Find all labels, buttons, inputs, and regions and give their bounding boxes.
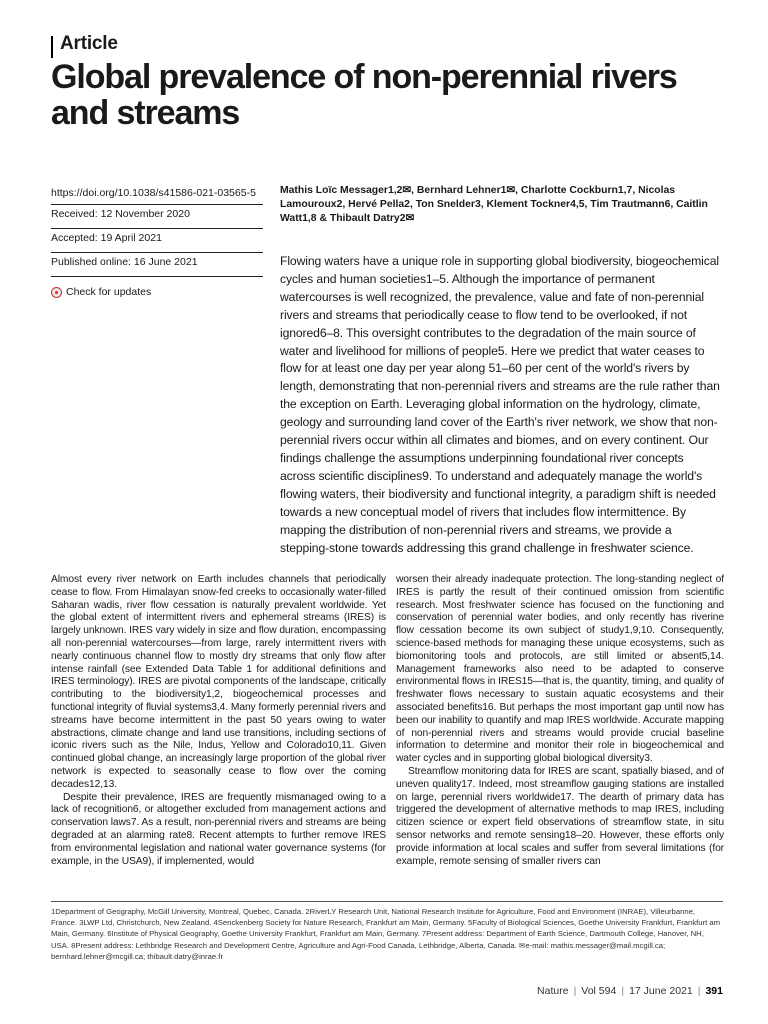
abstract: Flowing waters have a unique role in supporting global biodiversity, biogeochemical cycles and human societies1–5. Although the importance of permanent watercourses is well recognized, the prevalence, value and fate of non-perennial rivers and streams that periodically cease to flow tend to be overlooked, if not ignored6–8. This oversight contributes to the degradation of the main source of water and livelihood for millions of people5. Here we predict that water ceases to flow for at least one day per year along 51–60 per cent of the world's rivers by length, demonstrating that non-perennial rivers and streams are the rule rather than the exception on Earth. Leveraging global information on the hydrology, climate, geology and surrounding land cover of the Earth's river network, we show that non-perennial rivers occur within all climates and biomes, and on every continent. Our findings challenge the assumptions underpinning foundational river concepts across scientific disciplines9. To understand and adequately manage the world's flowing waters, their biodiversity and functional integrity, a paradigm shift is needed towards a new conceptual model of rivers that includes flow intermittence. By mapping the distribution of non-perennial rivers and streams, we provide a stepping-stone towards addressing this grand challenge in freshwater science. (280, 254, 720, 555)
body-paragraph: worsen their already inadequate protection. The long-standing neglect of IRES is partly the result of their continued omission from scientific research. Most freshwater science has focused on the functioning and conservation of perennial water bodies, and only recently has riverine flow cessation become its own subject of study1,9,10. Consequently, science-based methods for managing these unique ecosystems, such as biomonitoring tools and protocols, are still limited or absent5,14. Management frameworks also need to be adapted to conserve environmental flows in IRES15—that is, the quantity, timing, and quality of freshwater flows necessary to sustain aquatic ecosystems and their associated benefits16. But perhaps the most important gap until now has been our inability to quantify and map IRES worldwide. Accurate mapping of non-perennial rivers and streams would provide crucial baseline information to determine and monitor their role in biogeochemical and water cycles and in supporting global biological diversity3. (396, 574, 724, 765)
page-footer: Nature | Vol 594 | 17 June 2021 | 391 (537, 985, 723, 997)
body-paragraph: Streamflow monitoring data for IRES are scant, spatially biased, and of uneven quality17. Indeed, most streamflow gauging stations are installed on large, perennial rivers worldwide17. The dearth of primary data has triggered the development of alternative methods to map IRES, including citizen science or expert field observations of streamflow state, in situ sensor networks and remote sensing18–20. However, these efforts only provide information at local scales and suffer from several limitations (for example, remote sensing of smaller rivers can (396, 765, 724, 867)
check-for-updates-label: Check for updates (66, 286, 152, 298)
published-date: Published online: 16 June 2021 (51, 253, 263, 277)
received-date: Received: 12 November 2020 (51, 205, 263, 229)
accepted-date: Accepted: 19 April 2021 (51, 229, 263, 253)
crossmark-icon (51, 287, 62, 298)
doi-link[interactable]: https://doi.org/10.1038/s41586-021-03565-5 (51, 184, 263, 205)
footnote-divider (51, 901, 723, 902)
volume: Vol 594 (581, 985, 617, 997)
article-type-label: Article (60, 33, 118, 54)
article-metadata (51, 184, 263, 299)
article-title: Global prevalence of non-perennial rivers and streams (51, 58, 677, 132)
page-number: 391 (705, 985, 723, 997)
body-column-left (51, 574, 386, 868)
check-for-updates-link[interactable] (51, 277, 263, 299)
body-paragraph: Almost every river network on Earth includes channels that periodically cease to flow. From Himalayan snow-fed creeks to occasionally water-filled Saharan wadis, river flow cessation is naturally prevalent worldwide. Yet the global extent of intermittent rivers and ephemeral streams (IRES) is largely unknown. IRES vary widely in size and flow duration, encompassing all non-perennial watercourses—from large, rarely intermittent rivers with nearly continuous channel flow to mostly dry streams that only flow after intense rainfall (see Extended Data Table 1 for additional definitions and IRES terminology). IRES are pivotal components of the landscape, critically contributing to the biodiversity1,2, biogeochemical processes and functional integrity of fluvial systems3,4. Many formerly perennial rivers and streams have become intermittent in the past 50 years owing to water abstractions, climate change and land use transitions, including sections of iconic rivers such as the Nile, Indus, Yellow and Colorado10,11. Given continued global change, an increasingly large proportion of the global river network is expected to seasonally cease to flow over the coming decades12,13. (51, 574, 386, 790)
issue-date: 17 June 2021 (629, 985, 693, 997)
journal-name: Nature (537, 985, 569, 997)
article-label-bar (51, 36, 53, 58)
body-paragraph: Despite their prevalence, IRES are frequently mismanaged owing to a lack of recognition6, or altogether excluded from management actions and conservation laws7. As a result, non-perennial rivers and streams are being degraded at an alarming rate8. Recent attempts to further remove IRES from environmental legislation and national water governance systems (for example, in the USA9), if implemented, would (51, 791, 386, 867)
body-column-right (396, 574, 724, 868)
author-list: Mathis Loïc Messager1,2✉, Bernhard Lehner1✉, Charlotte Cockburn1,7, Nicolas Lamouroux2, Hervé Pella2, Ton Snelder3, Klement Tockner4,5, Tim Trautmann6, Caitlin Watt1,8 & Thibault Datry2✉ (280, 185, 708, 224)
affiliations-footnote: 1Department of Geography, McGill University, Montreal, Quebec, Canada. 2RiverLY Research Unit, National Research Institute for Agriculture, Food and Environment (INRAE), Villeurbanne, France. 3LWP Ltd, Christchurch, New Zealand. 4Senckenberg Society for Nature Research, Frankfurt am Main, Germany. 5Faculty of Biological Sciences, Goethe University Frankfurt, Frankfurt am Main, Germany. 6Institute of Physical Geography, Goethe University Frankfurt, Frankfurt am Main, Germany. 7Present address: Department of Earth Science, Dartmouth College, Hanover, NH, USA. 8Present address: Lethbridge Research and Development Centre, Agriculture and Agri-Food Canada, Lethbridge, Alberta, Canada. ✉e-mail: mathis.messager@mail.mcgill.ca; bernhard.lehner@mcgill.ca; thibault.datry@inrae.fr (51, 907, 721, 961)
